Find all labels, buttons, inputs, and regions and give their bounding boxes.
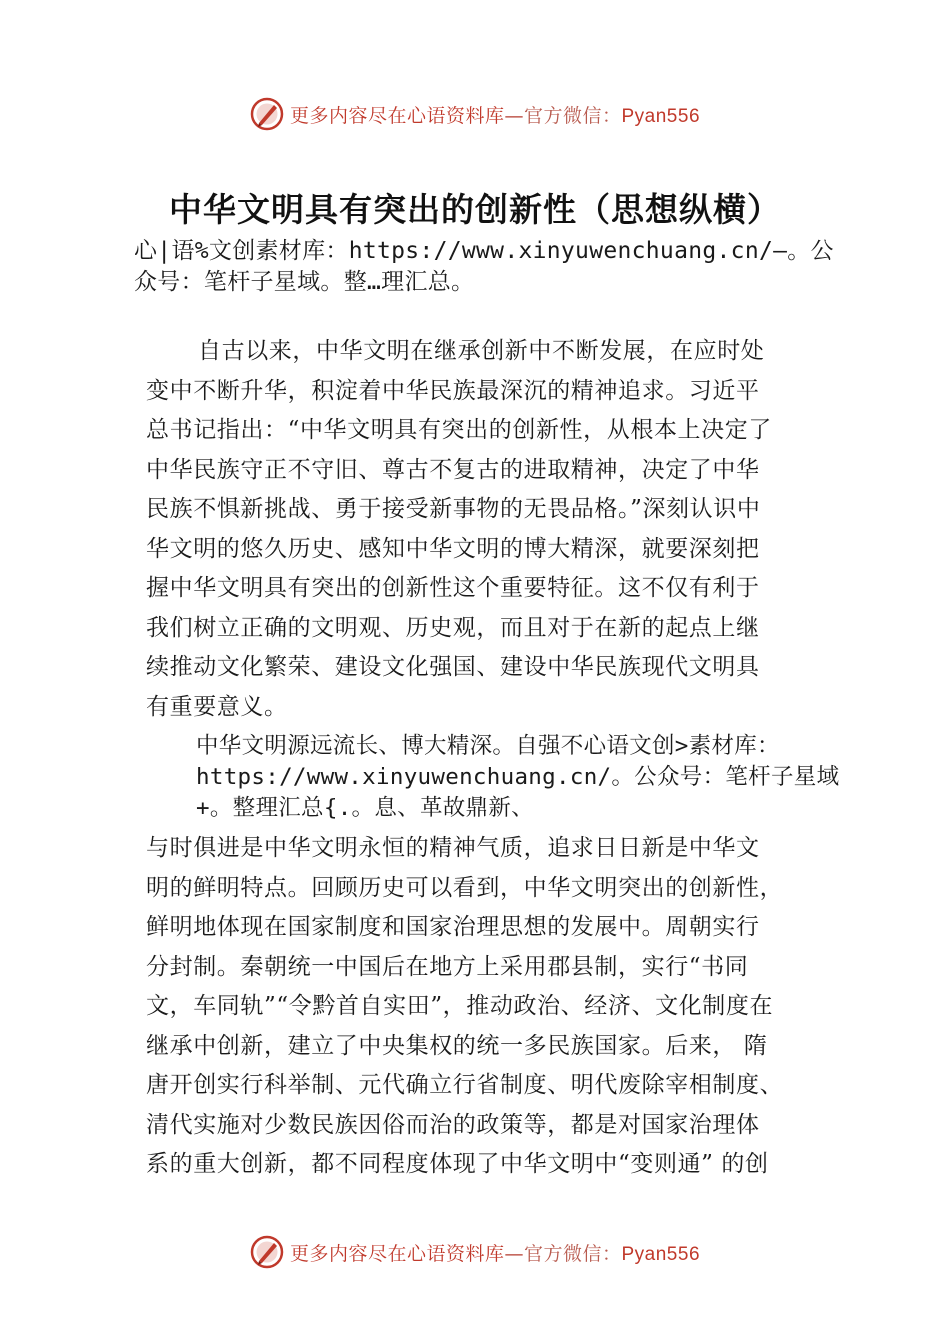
paragraph-line: 继承中创新，建立了中央集权的统一多民族国家。后来， 隋 [146, 1032, 768, 1059]
paragraph-line: 唐开创实行科举制、元代确立行省制度、明代废除宰相制度、 [146, 1072, 784, 1098]
paragraph-line: 我们树立正确的文明观、历史观，而且对于在新的起点上继 [146, 614, 760, 641]
paragraph-line: 有重要意义。 [146, 693, 288, 720]
document-title: 中华文明具有突出的创新性（思想纵横） [169, 190, 781, 229]
pen-logo-icon [250, 97, 284, 131]
inline-note-line: https://www.xinyuwenchuang.cn/。公众号：笔杆子星域 [196, 764, 840, 790]
paragraph-line: 分封制。秦朝统一中国后在地方上采用郡县制，实行“书同 [146, 953, 749, 980]
banner-separator: — [504, 104, 524, 127]
footer-banner-text [290, 1239, 700, 1266]
banner-main-text: 更多内容尽在心语资料库 [289, 1242, 505, 1265]
paragraph-line: 续推动文化繁荣、建设文化强国、建设中华民族现代文明具 [146, 654, 760, 680]
paragraph-2 [146, 829, 816, 1185]
paragraph-line: 总书记指出：“中华文明具有突出的创新性，从根本上决定了 [146, 417, 772, 443]
paragraph-1 [146, 332, 816, 727]
paragraph-line: 自古以来，中华文明在继承创新中不断发展，在应时处 [198, 338, 765, 364]
paragraph-line: 华文明的悠久历史、感知中华文明的博大精深，就要深刻把 [146, 535, 760, 562]
paragraph-line: 明的鲜明特点。回顾历史可以看到，中华文明突出的创新性， [146, 874, 784, 901]
paragraph-line: 变中不断升华，积淀着中华民族最深沉的精神追求。习近平 [146, 377, 760, 404]
header-watermark-banner [0, 94, 950, 134]
paragraph-line: 民族不惧新挑战、勇于接受新事物的无畏品格。”深刻认识中 [146, 496, 761, 522]
paragraph-line: 清代实施对少数民族因俗而治的政策等，都是对国家治理体 [146, 1111, 760, 1138]
inline-source-note [196, 731, 846, 824]
source-note [134, 236, 834, 298]
banner-wechat-id: Pyan556 [621, 105, 701, 127]
footer-watermark-banner [0, 1232, 950, 1272]
paragraph-line: 鲜明地体现在国家制度和国家治理思想的发展中。周朝实行 [146, 914, 760, 940]
pen-logo-icon [250, 1235, 284, 1269]
banner-wechat-label: 官方微信： [523, 104, 622, 127]
inline-note-line: 中华文明源远流长、博大精深。自强不心语文创>素材库： [196, 733, 780, 759]
banner-main-text: 更多内容尽在心语资料库 [289, 104, 505, 127]
banner-separator: — [504, 1242, 524, 1265]
banner-wechat-id: Pyan556 [621, 1243, 701, 1265]
source-note-line: 心|语%文创素材库：https://www.xinyuwenchuang.cn/—。公 [134, 238, 834, 264]
paragraph-line: 中华民族守正不守旧、尊古不复古的进取精神，决定了中华 [146, 456, 760, 483]
source-note-line: 众号：笔杆子星域。整…理汇总。 [134, 269, 475, 295]
header-banner-text [290, 101, 700, 128]
paragraph-line: 与时俱进是中华文明永恒的精神气质，追求日日新是中华文 [146, 835, 760, 861]
paragraph-line: 文，车同轨”“令黔首自实田”，推动政治、经济、文化制度在 [146, 993, 774, 1019]
banner-wechat-label: 官方微信： [523, 1242, 622, 1265]
paragraph-line: 系的重大创新，都不同程度体现了中华文明中“变则通” 的创 [146, 1151, 769, 1177]
paragraph-line: 握中华文明具有突出的创新性这个重要特征。这不仅有利于 [146, 575, 760, 601]
inline-note-line: +。整理汇总{.。息、革故鼎新、 [196, 795, 534, 821]
